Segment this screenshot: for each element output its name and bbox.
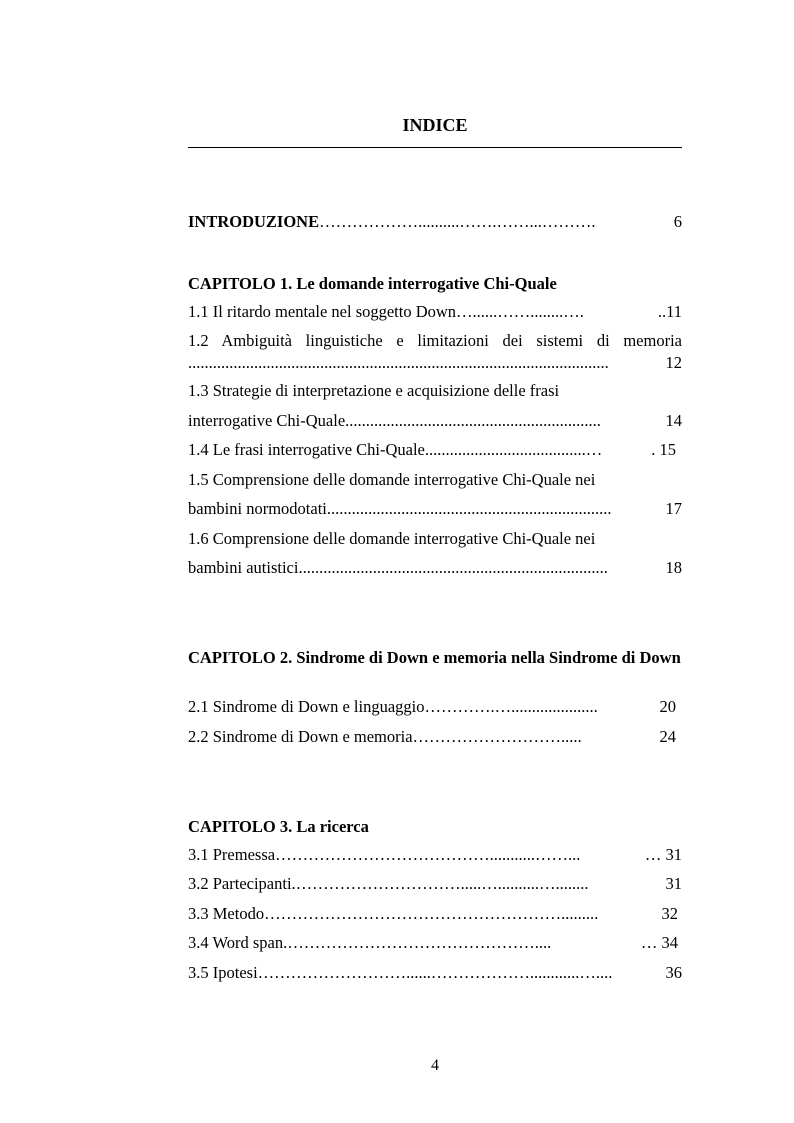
chapter-1-heading[interactable]: CAPITOLO 1. Le domande interrogative Chi-Quale — [188, 274, 557, 293]
toc-page-number: 36 — [665, 963, 682, 982]
toc-entry-1-5[interactable]: 1.5 Comprensione delle domande interrogative Chi-Quale nei — [188, 470, 596, 489]
toc-entry-3-2[interactable] — [188, 874, 682, 894]
toc-entry-1-2[interactable]: 1.2 Ambiguità linguistiche e limitazioni dei sistemi di memoria — [188, 331, 682, 350]
toc-leader: ………………..........…….……...………. — [319, 212, 596, 231]
toc-label-introduzione: INTRODUZIONE — [188, 212, 320, 231]
toc-entry-2-2[interactable] — [188, 727, 676, 747]
toc-page-number: 17 — [665, 499, 682, 518]
chapter-3-heading[interactable]: CAPITOLO 3. La ricerca — [188, 817, 369, 836]
page-title: INDICE — [402, 115, 468, 135]
toc-entry-1-3-continued[interactable] — [188, 411, 682, 431]
toc-entry-1-4[interactable] — [188, 440, 676, 460]
toc-entry-text: 3.5 Ipotesi………………………......………………............….... — [188, 963, 613, 982]
toc-entry-1-6-continued[interactable] — [188, 558, 682, 578]
toc-entry-text: interrogative Chi-Quale.............................................................. — [188, 411, 601, 430]
toc-entry-text: 3.2 Partecipanti.………………………….....…..........…........ — [188, 874, 589, 893]
toc-entry-text: bambini autistici........................................................................... — [188, 558, 608, 577]
toc-page-number: . 15 — [651, 440, 676, 459]
toc-page-number: 20 — [659, 697, 676, 716]
toc-entry-text: 3.3 Metodo………………………………………………......... — [188, 904, 599, 923]
toc-entry-text: 1.4 Le frasi interrogative Chi-Quale.......................................… — [188, 440, 603, 459]
toc-page-number: 18 — [665, 558, 682, 577]
chapter-2-heading[interactable]: CAPITOLO 2. Sindrome di Down e memoria nella Sindrome di Down — [188, 648, 681, 667]
toc-entry-3-4[interactable] — [188, 933, 678, 953]
toc-page-number: 24 — [659, 727, 676, 746]
toc-entry-introduzione[interactable] — [188, 212, 682, 232]
toc-entry-text: 1.1 Il ritardo mentale nel soggetto Down…......……........…. — [188, 302, 584, 321]
toc-entry-3-3[interactable] — [188, 904, 678, 924]
toc-page-number: ..11 — [657, 302, 682, 321]
toc-entry-3-1[interactable] — [188, 845, 682, 865]
toc-entry-text: 2.1 Sindrome di Down e linguaggio………….…..................... — [188, 697, 598, 716]
page-number: 4 — [431, 1057, 439, 1074]
toc-page-number: 12 — [665, 353, 682, 372]
toc-entry-1-6[interactable]: 1.6 Comprensione delle domande interrogative Chi-Quale nei — [188, 529, 596, 548]
toc-page-number: … 34 — [640, 933, 678, 952]
toc-page-number: 31 — [665, 874, 682, 893]
toc-entry-text: 3.4 Word span.……………………………………….... — [188, 933, 552, 952]
toc-page-number: 14 — [665, 411, 682, 430]
toc-entry-text: 2.2 Sindrome di Down e memoria………………………..... — [188, 727, 582, 746]
toc-page-number: 6 — [673, 212, 682, 231]
toc-page-number: 32 — [661, 904, 678, 923]
toc-entry-2-1[interactable] — [188, 697, 676, 717]
toc-entry-1-2-continued[interactable] — [188, 353, 682, 373]
toc-leader: ...................................................................................................... — [188, 353, 609, 372]
title-divider — [188, 147, 682, 148]
toc-entry-1-1[interactable] — [188, 302, 682, 322]
toc-entry-3-5[interactable] — [188, 963, 682, 983]
toc-entry-text: bambini normodotati..................................................................... — [188, 499, 612, 518]
toc-entry-1-5-continued[interactable] — [188, 499, 682, 519]
toc-entry-1-3[interactable]: 1.3 Strategie di interpretazione e acquisizione delle frasi — [188, 381, 560, 400]
toc-entry-text: 3.1 Premessa…………………………………...........……... — [188, 845, 581, 864]
toc-page-number: … 31 — [644, 845, 682, 864]
